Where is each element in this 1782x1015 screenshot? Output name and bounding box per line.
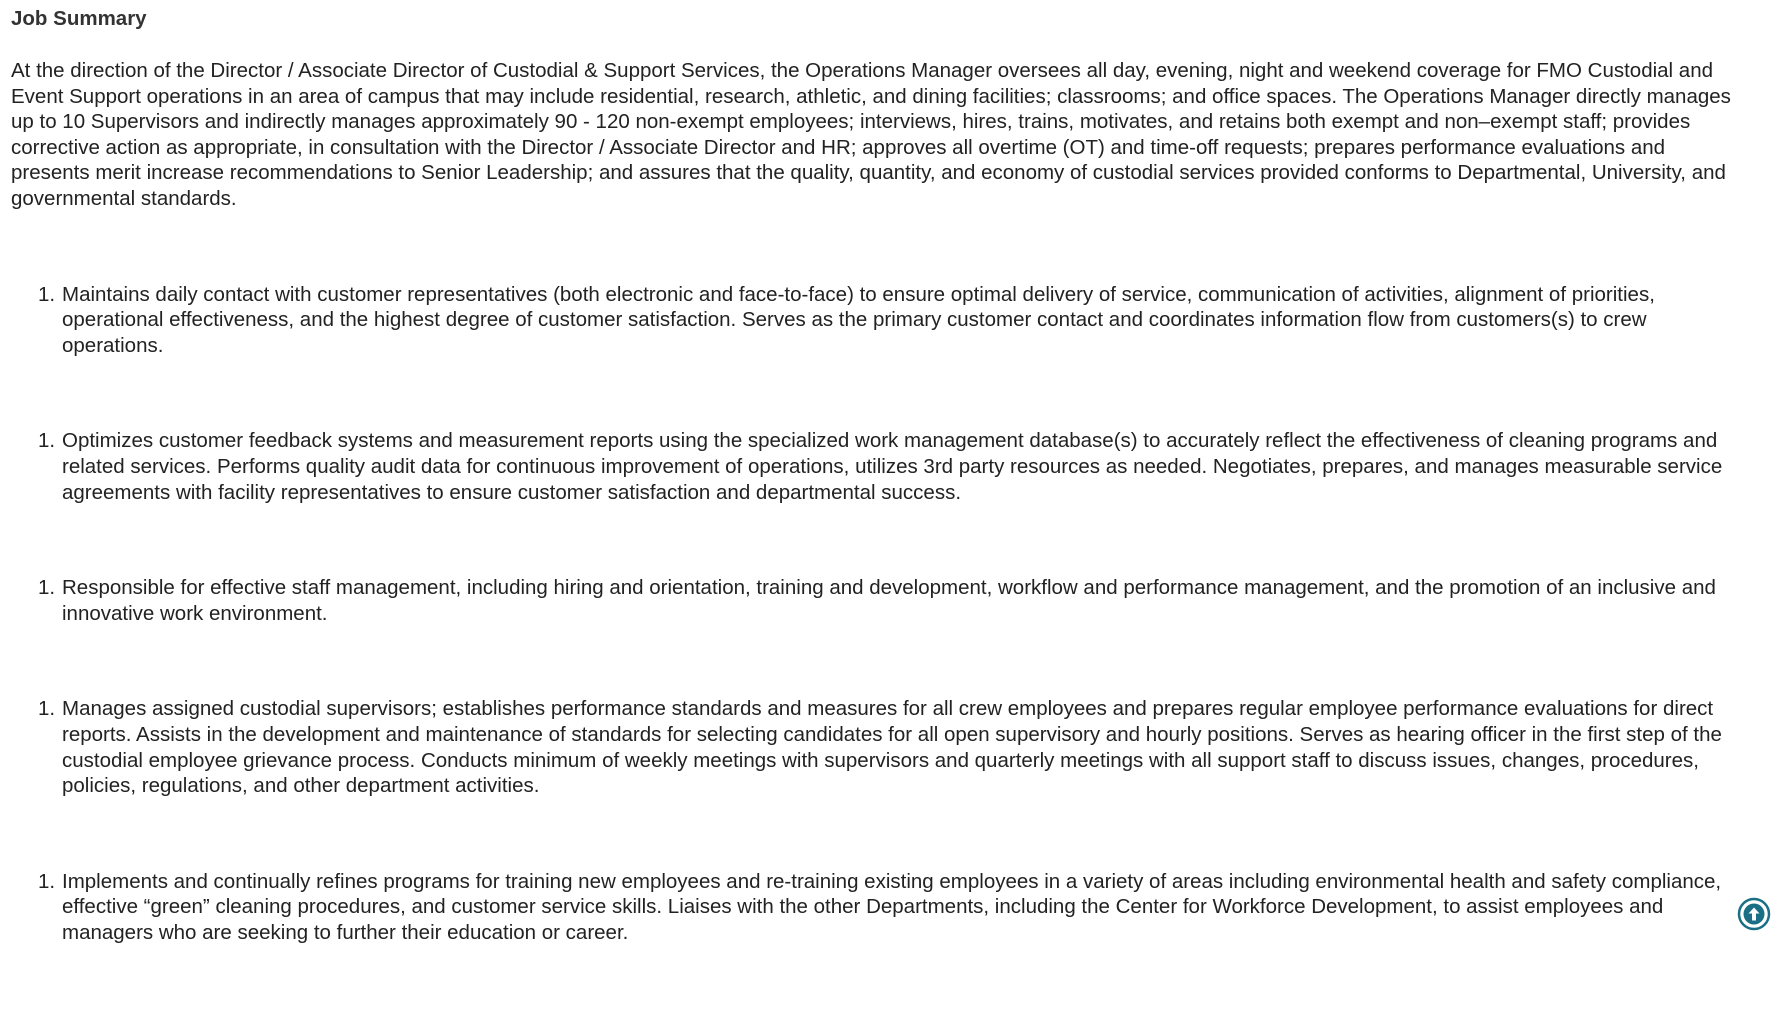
list-item-number: 1. xyxy=(38,429,56,453)
job-summary-heading: Job Summary xyxy=(11,7,147,30)
list-item-text: Implements and continually refines programs for training new employees and re-training existing employees in a variety of areas including environmental health and safety compliance, effective “green” cleaning procedures, and customer service skills. Liaises with the other Departments, including the Center for Workforce Development, to assist employees and managers who are seeking to further their education or career. xyxy=(62,869,1722,944)
duty-list xyxy=(11,575,1731,626)
list-item xyxy=(11,282,1731,359)
job-description xyxy=(11,6,1731,1015)
list-item-number: 1. xyxy=(38,576,56,600)
list-item xyxy=(11,869,1731,946)
list-item-number: 1. xyxy=(38,869,56,893)
list-item xyxy=(11,428,1731,505)
list-item-text: Manages assigned custodial supervisors; establishes performance standards and measures for all crew employees and prepares regular employee performance evaluations for direct reports. Assists in the development and maintenance of standards for selecting candidates for all open supervisory and hourly positions. Serves as hearing officer in the first step of the custodial employee grievance process. Conducts minimum of weekly meetings with supervisors and quarterly meetings with all support staff to discuss issues, changes, procedures, policies, regulations, and other department activities. xyxy=(62,697,1722,798)
list-item-number: 1. xyxy=(38,697,56,721)
list-item-text: Optimizes customer feedback systems and measurement reports using the specialized work management database(s) to accurately reflect the effectiveness of cleaning programs and related services. Performs quality audit data for continuous improvement of operations, utilizes 3rd party resources as needed. Negotiates, prepares, and manages measurable service agreements with facility representatives to ensure customer satisfaction and departmental success. xyxy=(62,429,1723,504)
duty-list xyxy=(11,428,1731,505)
back-to-top-button[interactable] xyxy=(1737,897,1771,931)
arrow-up-circle-icon xyxy=(1737,897,1771,931)
duty-list xyxy=(11,282,1731,359)
list-item-text: Maintains daily contact with customer representatives (both electronic and face-to-face) to ensure optimal delivery of service, communication of activities, alignment of priorities, operational effectiveness, and the highest degree of customer satisfaction. Serves as the primary customer contact and coordinates information flow from customers(s) to crew operations. xyxy=(62,282,1655,357)
list-item-number: 1. xyxy=(38,282,56,306)
duty-list xyxy=(11,869,1731,946)
list-item xyxy=(11,575,1731,626)
job-summary-paragraph: At the direction of the Director / Associate Director of Custodial & Support Services, the Operations Manager oversees all day, evening, night and weekend coverage for FMO Custodial and Event Support operations in an area of campus that may include residential, research, athletic, and dining facilities; classrooms; and office spaces. The Operations Manager directly manages up to 10 Supervisors and indirectly manages approximately 90 - 120 non-exempt employees; interviews, hires, trains, motivates, and retains both exempt and non–exempt staff; provides corrective action as appropriate, in consultation with the Director / Associate Director and HR; approves all overtime (OT) and time-off requests; prepares performance evaluations and presents merit increase recommendations to Senior Leadership; and assures that the quality, quantity, and economy of custodial services provided conforms to Departmental, University, and governmental standards. xyxy=(11,59,1731,210)
list-item xyxy=(11,696,1731,798)
duty-list xyxy=(11,696,1731,798)
list-item-text: Responsible for effective staff management, including hiring and orientation, training and development, workflow and performance management, and the promotion of an inclusive and innovative work environment. xyxy=(62,576,1716,625)
